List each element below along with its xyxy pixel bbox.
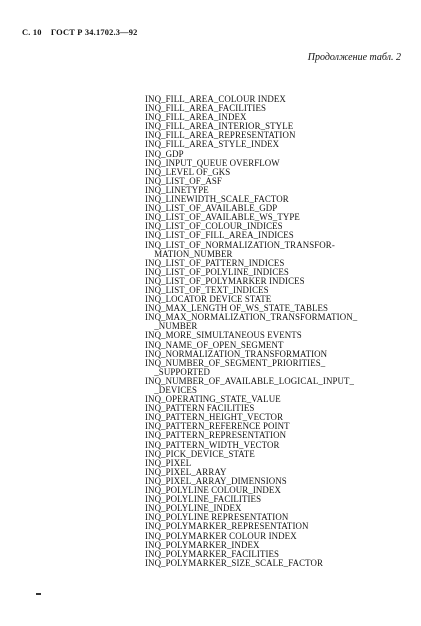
function-list-item: INQ_FILL_AREA_REPRESENTATION: [145, 130, 296, 141]
function-list-item: INQ_POLYLINE REPRESENTATION: [145, 512, 289, 523]
page-header: [22, 28, 138, 37]
function-list-item: INQ_LINETYPE: [145, 184, 209, 195]
function-list-item: INQ_POLYMARKER_SIZE_SCALE_FACTOR: [145, 557, 324, 568]
function-list-item: INQ_PATTERN_WIDTH_VECTOR: [145, 439, 280, 450]
function-list-item: INQ_LIST_OF_NORMALIZATION_TRANSFOR-: [145, 239, 335, 250]
function-list-item: _SUPPORTED: [145, 366, 210, 377]
function-list-item: INQ_POLYMARKER_INDEX: [145, 539, 260, 550]
function-list-item: INQ_POLYLINE COLOUR_INDEX: [145, 485, 281, 496]
function-list-item: INQ_PATTERN_REPRESENTATION: [145, 430, 287, 441]
page-number: С. 10: [22, 28, 42, 37]
function-list-item: INQ_POLYMARKER_REPRESENTATION: [145, 521, 309, 532]
function-list-item: INQ_POLYLINE_FACILITIES: [145, 494, 262, 505]
function-list-item: INQ_NORMALIZATION_TRANSFORMATION: [145, 348, 328, 359]
function-list-item: INQ_LIST_OF_PATTERN_INDICES: [145, 257, 285, 268]
function-list-item: INQ_PATTERN FACILITIES: [145, 403, 255, 414]
function-list-item: INQ_POLYMARKER COLOUR INDEX: [145, 530, 297, 541]
function-list-item: INQ_LIST_OF_POLYLINE_INDICES: [145, 266, 289, 277]
function-list-item: INQ_LIST_OF_POLYMARKER INDICES: [145, 275, 305, 286]
function-list-item: INQ_FILL_AREA_STYLE_INDEX: [145, 139, 280, 150]
function-list-item: INQ_NUMBER_OF_AVAILABLE_LOGICAL_INPUT_: [145, 375, 355, 386]
function-list-item: _DEVICES: [145, 385, 197, 395]
function-list-item: INQ_OPERATING_STATE_VALUE: [145, 394, 281, 405]
standard-code: ГОСТ Р 34.1702.3—92: [50, 28, 138, 37]
function-list-item: INQ_LIST_OF_ASF: [145, 175, 222, 186]
function-list-item: INQ_INPUT_QUEUE OVERFLOW: [145, 157, 280, 168]
function-list-item: INQ_PIXEL: [145, 457, 192, 468]
function-list-item: INQ_PATTERN_HEIGHT_VECTOR: [145, 412, 284, 423]
function-list-item: INQ_FILL_AREA_INTERIOR_STYLE: [145, 121, 294, 132]
function-list-item: INQ_FILL_AREA_COLOUR INDEX: [145, 94, 286, 104]
function-list-item: INQ_LIST_OF_AVAILABLE_GDP: [145, 203, 278, 214]
function-list-item: INQ_FILL_AREA_FACILITIES: [145, 103, 267, 114]
margin-mark: [36, 593, 41, 595]
function-list-item: INQ_NAME_OF_OPEN_SEGMENT: [145, 339, 284, 350]
function-list-item: INQ_MAX_LENGTH OF_WS_STATE_TABLES: [145, 303, 329, 314]
function-list-item: _NUMBER: [145, 321, 198, 332]
table-continuation-label: Продолжение табл. 2: [307, 52, 401, 63]
function-list-item: INQ_POLYLINE_INDEX: [145, 503, 242, 514]
function-list-item: INQ_FILL_AREA_INDEX: [145, 112, 247, 123]
function-list-item: INQ_NUMBER_OF_SEGMENT_PRIORITIES_: [145, 357, 326, 368]
function-list-item: INQ_PIXEL_ARRAY_DIMENSIONS: [145, 475, 287, 486]
function-list-item: INQ_GDP: [145, 148, 184, 159]
function-list-item: INQ_LEVEL OF_GKS: [145, 166, 231, 177]
function-list-item: INQ_LIST_OF_AVAILABLE_WS_TYPE: [145, 212, 300, 223]
function-list-item: INQ_PICK_DEVICE_STATE: [145, 448, 255, 459]
function-list-item: INQ_MORE_SIMULTANEOUS EVENTS: [145, 330, 302, 341]
function-list-item: MATION_NUMBER: [145, 248, 233, 259]
function-list-item: INQ_LIST_OF_FILL_AREA_INDICES: [145, 230, 294, 241]
function-list: [145, 95, 421, 568]
function-list-item: INQ_LOCATOR DEVICE STATE: [145, 294, 272, 305]
function-list-item: INQ_PATTERN_REFERENCE POINT: [145, 421, 290, 432]
function-list-item: INQ_LIST_OF_TEXT_INDICES: [145, 284, 269, 295]
function-list-item: INQ_LIST_OF_COLOUR_INDICES: [145, 221, 283, 232]
function-list-item: INQ_POLYMARKER_FACILITIES: [145, 548, 280, 559]
function-list-item: INQ_PIXEL_ARRAY: [145, 466, 227, 477]
function-list-item: INQ_MAX_NORMALIZATION_TRANSFORMATION_: [145, 312, 358, 323]
function-list-item: INQ_LINEWIDTH_SCALE_FACTOR: [145, 194, 289, 205]
